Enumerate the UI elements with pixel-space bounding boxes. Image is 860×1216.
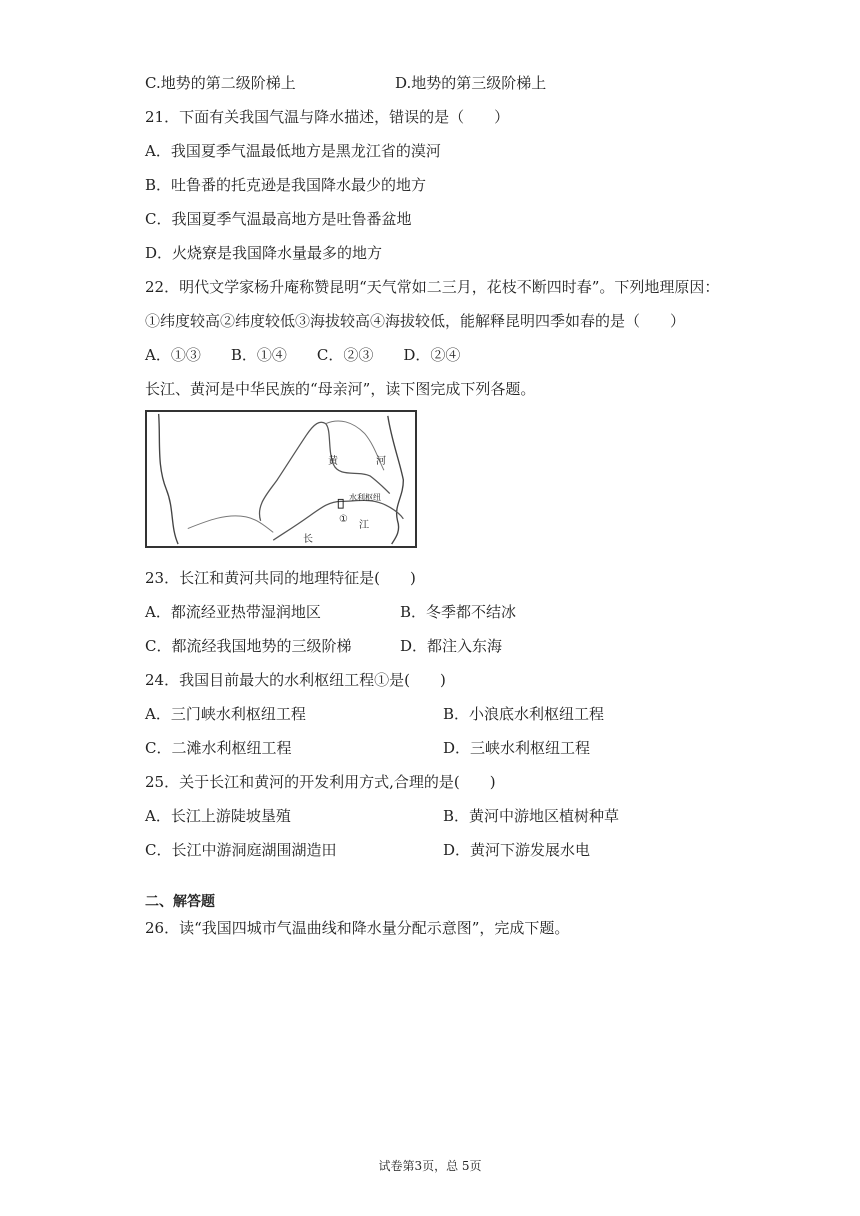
- map-label-jiang: 江: [359, 520, 369, 531]
- map-label-huang: 黄: [328, 456, 338, 467]
- option-c-prev: C.地势的第二级阶梯上: [145, 74, 296, 92]
- q21-stem: 21．下面有关我国气温与降水描述，错误的是（ ）: [145, 108, 510, 126]
- map-label-he: 河: [376, 456, 386, 467]
- q21-option-c: C．我国夏季气温最高地方是吐鲁番盆地: [145, 210, 412, 228]
- map-label-chang: 长: [303, 534, 313, 545]
- q22-stem-line1: 22．明代文学家杨升庵称赞昆明“天气常如二三月，花枝不断四时春”。下列地理原因：: [145, 278, 720, 296]
- q23-option-d: D．都注入东海: [400, 637, 503, 655]
- q26-stem: 26．读“我国四城市气温曲线和降水量分配示意图”，完成下题。: [145, 919, 570, 937]
- q22-options: A．①③ B．①④ C．②③ D．②④: [145, 346, 461, 364]
- q21-option-d: D．火烧寮是我国降水量最多的地方: [145, 244, 383, 262]
- page-footer: 试卷第3页，总 5页: [378, 1159, 482, 1173]
- q25-option-b: B．黄河中游地区植树种草: [443, 807, 620, 825]
- section-heading-answers: 二、解答题: [145, 894, 215, 910]
- option-d-prev: D.地势的第三级阶梯上: [395, 74, 547, 92]
- q24-option-c: C．二滩水利枢纽工程: [145, 739, 292, 757]
- q23-stem: 23．长江和黄河共同的地理特征是( ): [145, 569, 416, 587]
- q25-option-d: D．黄河下游发展水电: [443, 841, 591, 859]
- rivers-map-drawing: [147, 412, 415, 546]
- map-label-dam: 水利枢纽: [349, 493, 381, 502]
- q24-option-a: A．三门峡水利枢纽工程: [145, 705, 306, 723]
- q25-option-a: A．长江上游陡坡垦殖: [145, 807, 291, 825]
- q24-stem: 24．我国目前最大的水利枢纽工程①是( ): [145, 671, 446, 689]
- map-label-circle1: ①: [339, 514, 348, 525]
- q25-option-c: C．长江中游洞庭湖围湖造田: [145, 841, 337, 859]
- q22-stem-line2: ①纬度较高②纬度较低③海拔较高④海拔较低，能解释昆明四季如春的是（ ）: [145, 312, 686, 330]
- q25-stem: 25．关于长江和黄河的开发利用方式,合理的是( ): [145, 773, 496, 791]
- rivers-map: [145, 410, 417, 548]
- map-intro: 长江、黄河是中华民族的“母亲河”，读下图完成下列各题。: [145, 380, 536, 398]
- q21-option-a: A．我国夏季气温最低地方是黑龙江省的漠河: [145, 142, 441, 160]
- q23-option-c: C．都流经我国地势的三级阶梯: [145, 637, 352, 655]
- q21-option-b: B．吐鲁番的托克逊是我国降水最少的地方: [145, 176, 427, 194]
- q23-option-a: A．都流经亚热带湿润地区: [145, 603, 321, 621]
- q24-option-b: B．小浪底水利枢纽工程: [443, 705, 605, 723]
- q23-option-b: B．冬季都不结冰: [400, 603, 517, 621]
- q24-option-d: D．三峡水利枢纽工程: [443, 739, 591, 757]
